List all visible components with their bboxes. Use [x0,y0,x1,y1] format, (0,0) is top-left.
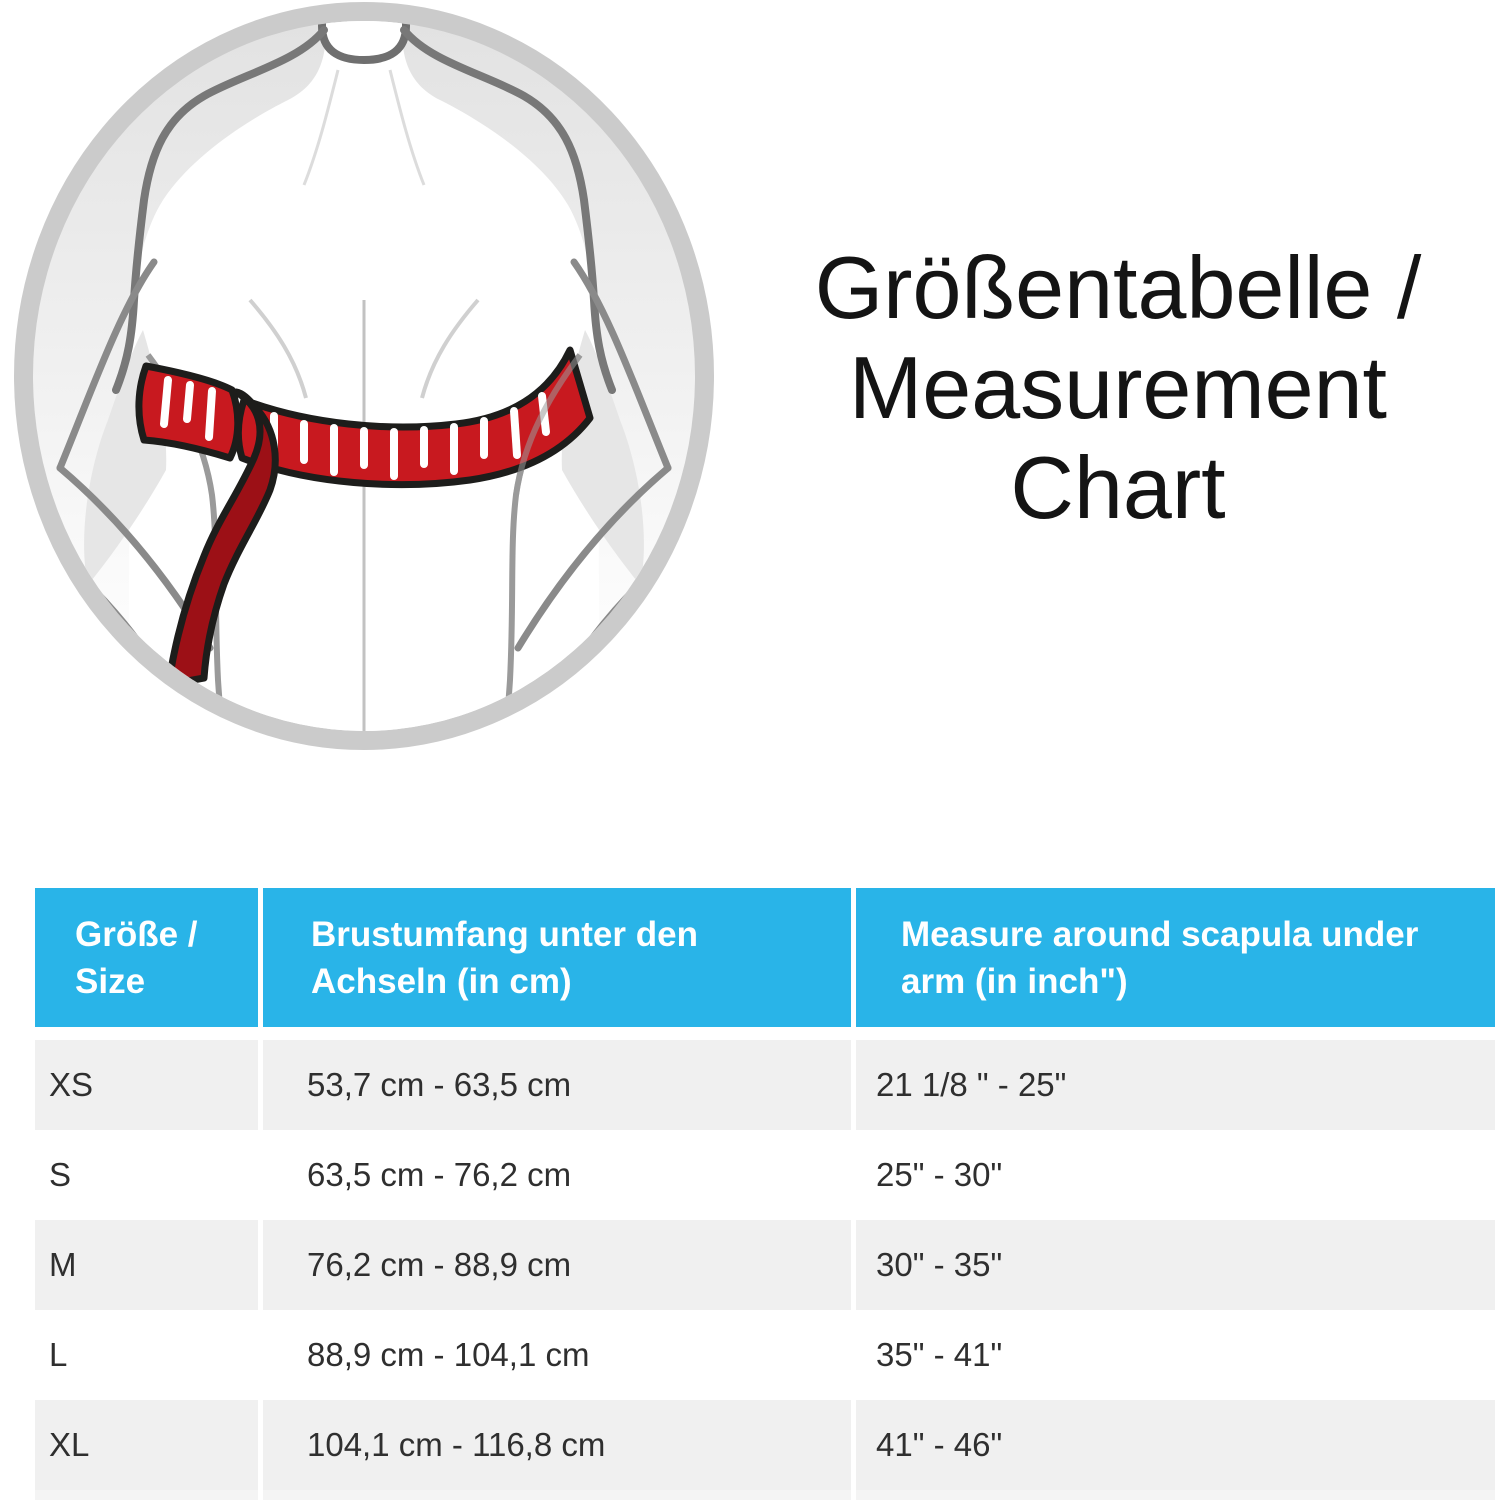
cm-cell: 76,2 cm - 88,9 cm [263,1220,851,1310]
col-header-size: Größe / Size [35,888,258,1027]
size-cell: XL [35,1400,258,1490]
size-table [35,888,1495,1500]
torso-measuring-tape-icon [8,0,720,757]
table-row-xs [35,1040,1495,1130]
inch-cell: 41" - 46" [856,1400,1495,1490]
title-line-3: Chart [1010,438,1226,537]
table-row-l [35,1310,1495,1400]
inch-cell: 25" - 30" [856,1130,1495,1220]
col-header-inch: Measure around scapula under arm (in inch") [856,888,1495,1027]
size-cell: L [35,1310,258,1400]
table-row-s [35,1130,1495,1220]
size-cell: M [35,1220,258,1310]
col-header-cm: Brustumfang unter den Achseln (in cm) [263,888,851,1027]
title-line-2: Measurement [848,338,1387,437]
inch-cell: 35" - 41" [856,1310,1495,1400]
cm-cell: 63,5 cm - 76,2 cm [263,1130,851,1220]
table-body [35,1040,1495,1500]
table-header-row [35,888,1495,1027]
size-cell: XS [35,1040,258,1130]
table-row-m [35,1220,1495,1310]
cm-cell: 53,7 cm - 63,5 cm [263,1040,851,1130]
measurement-illustration [8,0,720,757]
cm-cell: 104,1 cm - 116,8 cm [263,1400,851,1490]
inch-cell: 21 1/8 " - 25" [856,1040,1495,1130]
inch-cell: 30" - 35" [856,1220,1495,1310]
size-cell: S [35,1130,258,1220]
page-title [760,238,1476,538]
title-line-1: Größentabelle / [814,238,1422,337]
cm-cell: 88,9 cm - 104,1 cm [263,1310,851,1400]
table-row-cutoff [35,1490,1495,1500]
table-row-xl [35,1400,1495,1490]
